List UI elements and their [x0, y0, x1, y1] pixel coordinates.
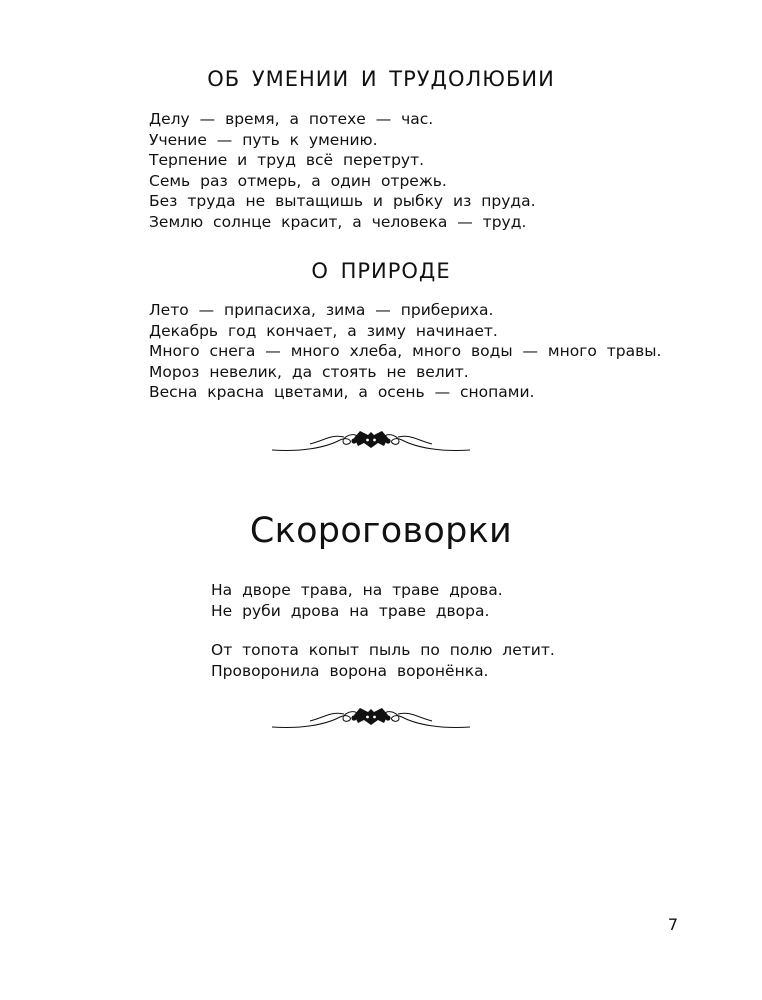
section-title-work: ОБ УМЕНИИ И ТРУДОЛЮБИИ	[207, 67, 555, 91]
proverb-line: Без труда не вытащишь и рыбку из пруда.	[149, 192, 536, 210]
proverb-line: Терпение и труд всё перетрут.	[149, 151, 425, 169]
proverb-line: Делу — время, а потехе — час.	[149, 110, 434, 128]
proverbs-work-list	[149, 109, 536, 232]
proverb-line: Мороз невелик, да стоять не велит.	[149, 362, 469, 381]
bat-flourish-ornament-icon	[270, 705, 472, 729]
proverb-line: Лето — припасиха, зима — прибериха.	[149, 301, 494, 319]
tongue-twister-stanza-1	[211, 580, 503, 621]
proverb-line: Землю солнце красит, а человека — труд.	[149, 212, 527, 231]
page-number: 7	[667, 915, 678, 934]
proverb-line: Семь раз отмерь, а один отрежь.	[149, 171, 447, 190]
section-title-nature: О ПРИРОДЕ	[311, 259, 451, 283]
tongue-twister-line: Проворонила ворона воронёнка.	[211, 661, 489, 680]
proverbs-nature-list	[149, 300, 661, 403]
tongue-twister-line: На дворе трава, на траве дрова.	[211, 581, 503, 599]
tongue-twister-stanza-2	[211, 640, 555, 681]
bat-flourish-ornament-icon	[270, 428, 472, 452]
proverb-line: Учение — путь к умению.	[149, 130, 378, 149]
proverb-line: Весна красна цветами, а осень — снопами.	[149, 383, 535, 401]
tongue-twister-line: Не руби дрова на траве двора.	[211, 601, 490, 620]
proverb-line: Декабрь год кончает, а зиму начинает.	[149, 321, 498, 340]
tongue-twister-line: От топота копыт пыль по полю летит.	[211, 641, 555, 659]
tongue-twisters-title: Скороговорки	[249, 511, 513, 551]
proverb-line: Много снега — много хлеба, много воды — много травы.	[149, 342, 662, 360]
